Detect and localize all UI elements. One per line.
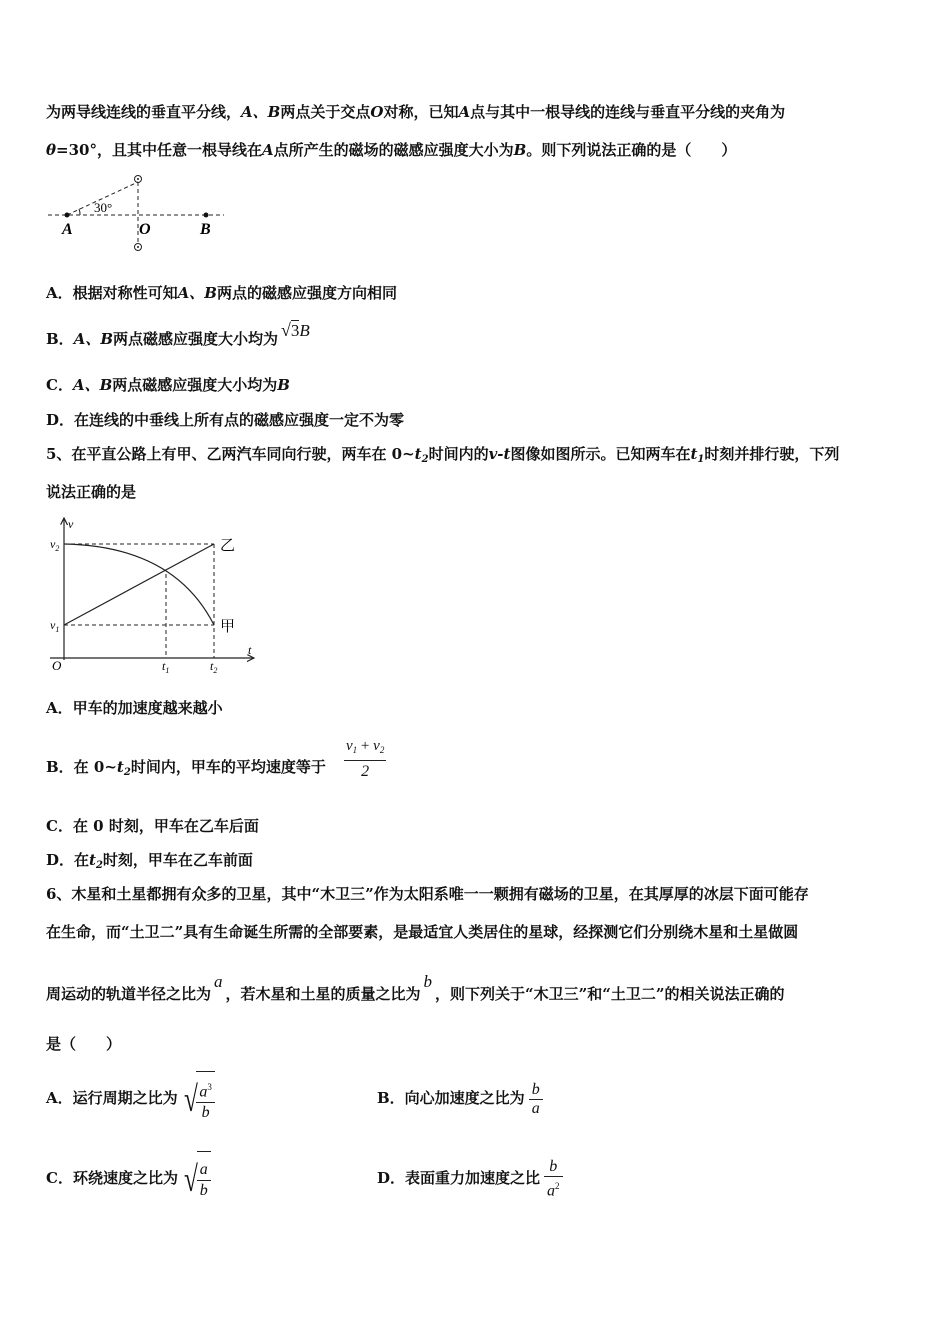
q5-text: 时刻并排行驶，下列 (704, 445, 840, 463)
option-text: D．在 (46, 851, 90, 869)
q4-text: 两点关于交点 (280, 103, 371, 121)
q4-angle-arc (79, 209, 80, 215)
q4-points-ab: A、B (241, 103, 281, 121)
ratio-b: b (423, 972, 433, 991)
q4-field-b: B (513, 141, 527, 159)
v2-label: $v_2$ (50, 537, 60, 553)
yi-line (64, 544, 214, 625)
q5-text: 图像如图所示。已知两车在 (510, 445, 691, 463)
sqrt-a-over-b: √ $\frac{a}{b}$ (181, 1150, 211, 1207)
option-text: A．根据对称性可知 (46, 284, 178, 302)
q5-text: 5、在平直公路上有甲、乙两汽车同向行驶，两车在 0~ (46, 445, 415, 463)
q6-option-d (377, 1150, 563, 1206)
option-text: 时刻，甲车在乙车前面 (102, 851, 253, 869)
sqrt3-b-expression: √3B (281, 320, 310, 340)
q5-text: 时间内的 (428, 445, 489, 463)
yi-label: 乙 (220, 538, 236, 554)
q6-text: 周运动的轨道半径之比为 (46, 985, 212, 1003)
ratio-a: a (214, 972, 223, 991)
option-t: t (89, 851, 96, 869)
jia-label: 甲 (220, 619, 236, 635)
option-b-text: B．在 $0\sim t_2$时间内，甲车的平均速度等于 (46, 758, 326, 778)
q4-label-a: A (62, 221, 73, 238)
q4-text: 对称，已知 (383, 103, 459, 121)
t1-label: $t_1$ (162, 659, 170, 675)
q6-option-b (377, 1070, 543, 1126)
q6-text-line-1 (46, 884, 809, 904)
option-label: B． (46, 330, 74, 348)
q6-text: 6、木星和土星都拥有众多的卫星，其中“木卫三”作为太阳系唯一一颗拥有磁场的卫星，在其厚厚的冰层下面可能存 (46, 885, 809, 903)
q5-option-d (46, 850, 253, 876)
q5-option-c (46, 816, 259, 836)
q6-text: 在生命，而“土卫二”具有生命诞生所需的全部要素，是最适宜人类居住的星球，经探测它们分别绕木星和土星做圆 (46, 923, 799, 941)
q4-text: 为两导线连线的垂直平分线， (46, 103, 242, 121)
q5-option-b (46, 737, 385, 783)
q6-text: 是（ ） (46, 1035, 122, 1053)
b-over-a-squared: $\frac{b}{a^2}$ (544, 1158, 563, 1200)
q4-theta: θ (46, 141, 57, 159)
sqrt-radicand: 3 (290, 321, 300, 340)
q4-option-b (46, 322, 310, 355)
q6-text: ，则下列关于“木卫三”和“土卫二”的相关说法正确的 (435, 985, 785, 1003)
wire-top-dot-icon (137, 178, 139, 180)
q4-option-d (46, 410, 404, 430)
q4-label-b: B (200, 221, 211, 238)
q4-wire-diagram (44, 170, 234, 256)
point-b-dot (204, 213, 209, 218)
q4-text-line-1 (46, 102, 785, 122)
option-label: C． (46, 376, 73, 394)
q4-point-a: A (458, 103, 471, 121)
q4-point-o: O (370, 103, 384, 121)
average-velocity-fraction: $v_1 + v_2$ 2 (346, 738, 385, 780)
q5-text-line-1 (46, 444, 839, 470)
q5-t1: t (690, 445, 698, 463)
b-over-a: $\frac{b}{a}$ (529, 1081, 543, 1118)
option-text: B．向心加速度之比为 (377, 1089, 525, 1107)
option-text: 两点磁感应强度大小均为 (112, 376, 278, 394)
q5-vt-graph (44, 512, 264, 677)
t2-label: $t_2$ (210, 659, 218, 675)
q4-point-a: A (261, 141, 274, 159)
q4-option-a (46, 283, 397, 303)
q5-option-a (46, 698, 223, 718)
q5-t: t (414, 445, 422, 463)
v1-label: $v_1$ (50, 618, 60, 634)
wire-bottom-dot-icon (137, 246, 139, 248)
q4-text: 。则下列说法正确的是（ ） (526, 141, 737, 159)
option-points: A、B (72, 376, 113, 394)
q4-text: 点与其中一根导线的连线与垂直平分线的夹角为 (470, 103, 786, 121)
q6-text-line-2 (46, 922, 798, 942)
option-text: D．在连线的中垂线上所有点的磁感应强度一定不为零 (46, 411, 405, 429)
q5-text: 说法正确的是 (46, 483, 137, 501)
q4-angle-label: 30° (94, 200, 113, 215)
q5-t-sub: 2 (421, 454, 429, 465)
q4-text: =30°，且其中任意一根导线在 (56, 141, 262, 159)
q6-text-line-4 (46, 1034, 121, 1054)
option-text: D．表面重力加速度之比 (377, 1169, 541, 1187)
option-field-b: B (277, 376, 290, 394)
q4-option-c (46, 375, 290, 395)
axis-v-label: v (68, 517, 74, 531)
q5-t1-sub: 1 (697, 454, 705, 465)
q6-text-line-3 (46, 972, 785, 1004)
q4-text-line-2 (46, 140, 736, 160)
option-text: 两点磁感应强度大小均为 (113, 330, 279, 348)
origin-label: O (52, 658, 62, 673)
option-text: C．环绕速度之比为 (46, 1169, 178, 1187)
sqrt-a3-over-b: √ $\frac{a^3}{b}$ (181, 1070, 215, 1127)
option-points: A、B (177, 284, 217, 302)
option-text: A．运行周期之比为 (46, 1089, 178, 1107)
q5-vt: v-t (488, 445, 511, 463)
q6-option-c (46, 1150, 211, 1206)
q5-text-line-2 (46, 482, 136, 502)
math-b: B (299, 321, 310, 340)
option-t-sub: 2 (95, 860, 103, 871)
q4-text: 点所产生的磁场的磁感应强度大小为 (273, 141, 514, 159)
point-a-dot (65, 213, 70, 218)
option-text: 两点的磁感应强度方向相同 (216, 284, 397, 302)
option-points: A、B (73, 330, 114, 348)
q4-label-o: O (139, 221, 151, 238)
option-text: A．甲车的加速度越来越小 (46, 699, 223, 717)
axis-t-label: t (248, 643, 252, 657)
option-text: C．在 0 时刻，甲车在乙车后面 (46, 817, 259, 835)
q6-option-a (46, 1070, 215, 1126)
q6-text: ，若木星和土星的质量之比为 (225, 985, 421, 1003)
